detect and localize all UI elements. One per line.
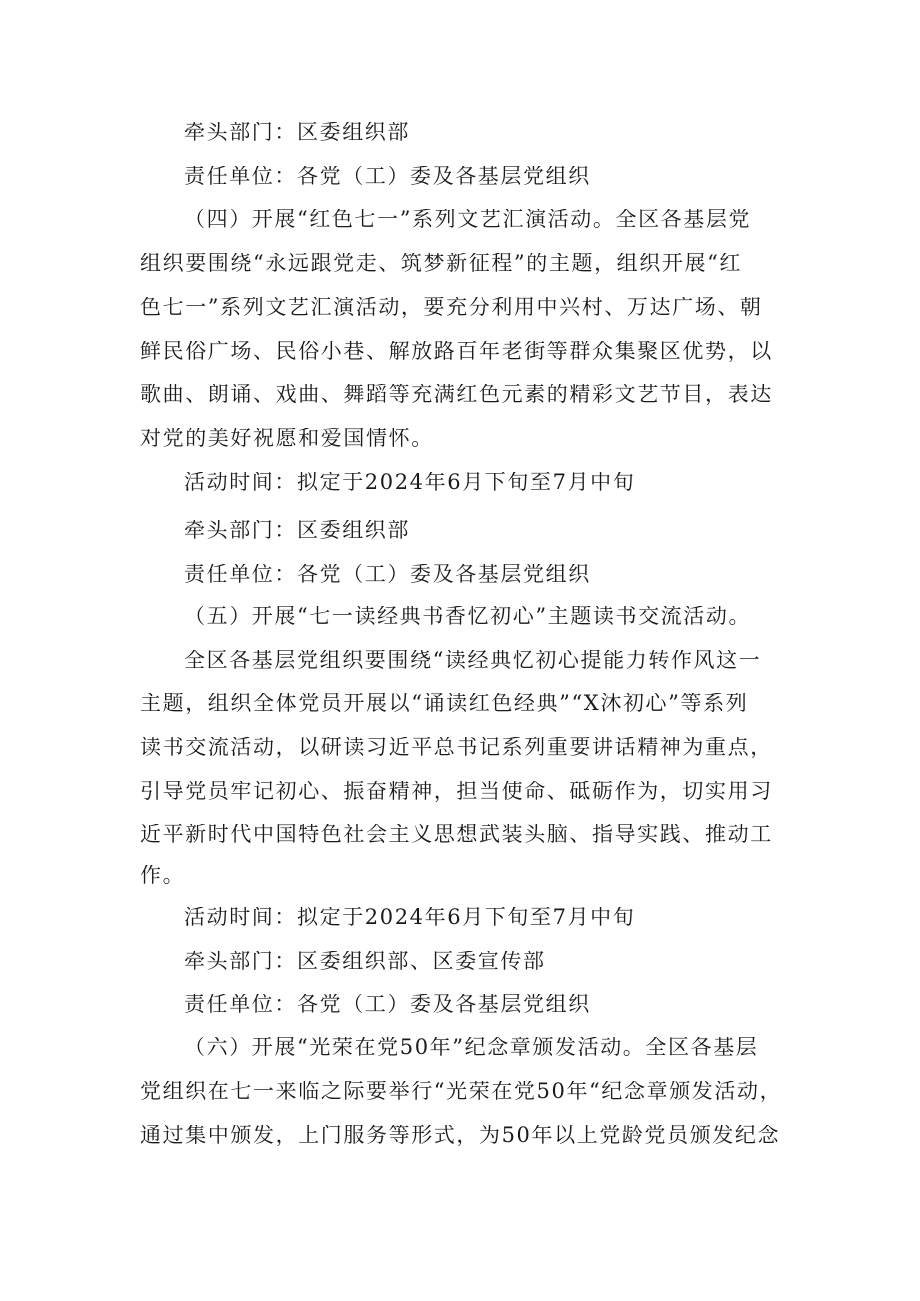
section-6-line: 通过集中颁发，上门服务等形式，为50年以上党龄党员颁发纪念 <box>140 1125 781 1146</box>
section-4-line: 鲜民俗广场、民俗小巷、解放路百年老街等群众集聚区优势，以 <box>140 341 773 362</box>
section-4-line: 色七一”系列文艺汇演活动，要充分利用中兴村、万达广场、朝 <box>140 297 763 318</box>
section-5-line: （五）开展“七一读经典书香忆初心”主题读书交流活动。 <box>184 606 752 627</box>
section-4-line: 组织要围绕“永远跟党走、筑梦新征程”的主题，组织开展“红 <box>140 253 743 274</box>
activity-time-line: 活动时间：拟定于2024年6月下旬至7月中旬 <box>184 472 636 493</box>
activity-time-line: 活动时间：拟定于2024年6月下旬至7月中旬 <box>184 907 636 928</box>
responsible-unit-line: 责任单位：各党（工）委及各基层党组织 <box>184 166 591 187</box>
lead-department-line: 牵头部门：区委组织部、区委宣传部 <box>184 951 546 972</box>
section-5-line: 全区各基层党组织要围绕“读经典忆初心提能力转作风这一 <box>184 650 762 671</box>
lead-department-line: 牵头部门：区委组织部 <box>184 520 410 541</box>
section-6-line: （六）开展“光荣在党50年”纪念章颁发活动。全区各基层 <box>184 1037 759 1058</box>
lead-department-line: 牵头部门：区委组织部 <box>184 122 410 143</box>
section-6-line: 党组织在七一来临之际要举行“光荣在党50年“纪念章颁发活动， <box>140 1081 783 1102</box>
section-5-line: 主题，组织全体党员开展以“诵读红色经典”“X沐初心”等系列 <box>140 693 749 714</box>
section-4-line: 对党的美好祝愿和爱国情怀。 <box>140 428 434 449</box>
section-5-line: 读书交流活动，以研读习近平总书记系列重要讲话精神为重点， <box>140 737 773 758</box>
section-4-line: 歌曲、朗诵、戏曲、舞蹈等充满红色元素的精彩文艺节目，表达 <box>140 384 773 405</box>
section-5-line: 近平新时代中国特色社会主义思想武装头脑、指导实践、推动工 <box>140 824 773 845</box>
section-5-line: 作。 <box>140 865 186 886</box>
section-5-line: 引导党员牢记初心、振奋精神，担当使命、砥砺作为，切实用习 <box>140 781 773 802</box>
responsible-unit-line: 责任单位：各党（工）委及各基层党组织 <box>184 994 591 1015</box>
responsible-unit-line: 责任单位：各党（工）委及各基层党组织 <box>184 564 591 585</box>
section-4-line: （四）开展“红色七一”系列文艺汇演活动。全区各基层党 <box>184 209 752 230</box>
